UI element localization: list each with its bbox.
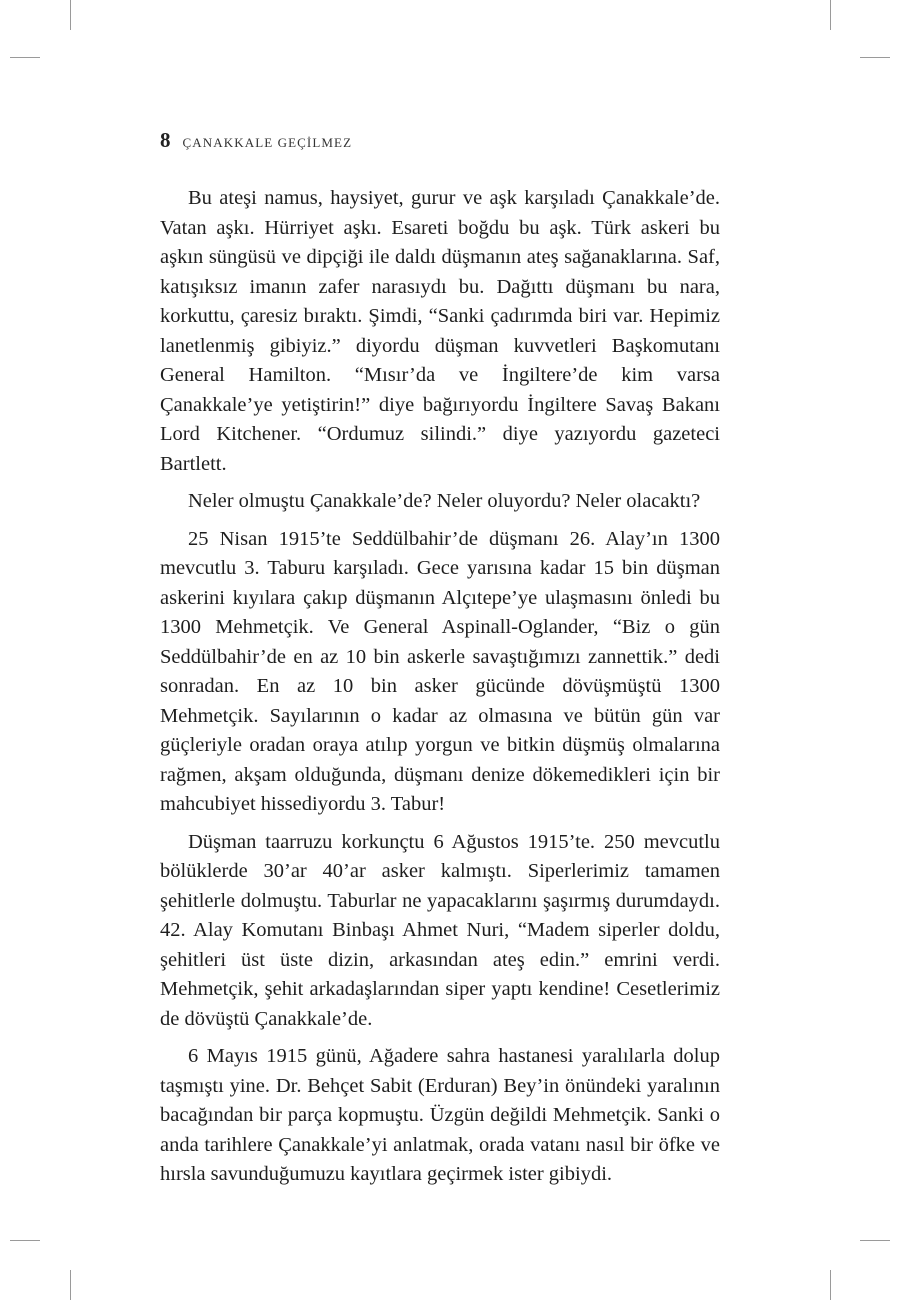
paragraph: Düşman taarruzu korkunçtu 6 Ağustos 1915’te. 250 mevcutlu bölüklerde 30’ar 40’ar asker kalmıştı. Siperlerimiz tamamen şehitlerle dolmuştu. Taburlar ne yapacaklarını şaşırmış durumdaydı. 42. Alay Komutanı Binbaşı Ahmet Nuri, “Madem siperler doldu, şehitleri üst üste dizin, arkasından ateş edin.” emrini verdi. Mehmetçik, şehit arkadaşlarından siper yaptı kendine! Cesetlerimiz de dövüştü Çanakkale’de. — [160, 830, 720, 1030]
paragraph: 6 Mayıs 1915 günü, Ağadere sahra hastanesi yaralılarla dolup taşmıştı yine. Dr. Behçet Sabit (Erduran) Bey’in önündeki yaralının bacağından bir parça kopmuştu. Üzgün değildi Mehmetçik. Sanki o anda tarihlere Çanakkale’yi anlatmak, orada vatanı nasıl bir öfke ve hırsla savunduğumuzu kayıtlara geçirmek ister gibiydi. — [160, 1045, 720, 1185]
crop-mark-left-upper — [10, 57, 40, 58]
crop-mark-top-left — [70, 0, 71, 30]
crop-mark-left-lower — [10, 1240, 40, 1241]
body-text — [160, 184, 720, 1198]
running-head — [160, 128, 352, 153]
crop-mark-right-lower — [860, 1240, 890, 1241]
crop-mark-bottom-right — [830, 1270, 831, 1300]
crop-mark-bottom-left — [70, 1270, 71, 1300]
running-title: ÇANAKKALE GEÇİLMEZ — [182, 135, 353, 150]
crop-mark-top-right — [830, 0, 831, 30]
paragraph: Neler olmuştu Çanakkale’de? Neler oluyordu? Neler olacaktı? — [188, 490, 701, 512]
paragraph: Bu ateşi namus, haysiyet, gurur ve aşk karşıladı Çanakkale’de. Vatan aşkı. Hürriyet aşkı. Esareti boğdu bu aşk. Türk askeri bu aşkın süngüsü ve dipçiği ile daldı düşmanın ateş sağanaklarına. Saf, katışıksız imanın zafer narasıydı bu. Dağıttı düşmanı bu nara, korkuttu, çaresiz bıraktı. Şimdi, “Sanki çadırımda biri var. Hepimiz lanetlenmiş gibiyiz.” diyordu düşman kuvvetleri Başkomutanı General Hamilton. “Mısır’da ve İngiltere’de kim varsa Çanakkale’ye yetiştirin!” diye bağırıyordu İngiltere Savaş Bakanı Lord Kitchener. “Ordumuz silindi.” diye yazıyordu gazeteci Bartlett. — [160, 187, 720, 475]
crop-mark-right-upper — [860, 57, 890, 58]
paragraph: 25 Nisan 1915’te Seddülbahir’de düşmanı 26. Alay’ın 1300 mevcutlu 3. Taburu karşıladı. Gece yarısına kadar 15 bin düşman askerini kıyılara çakıp düşmanın Alçıtepe’ye ulaşmasını önledi bu 1300 Mehmetçik. Ve General Aspinall-Oglander, “Biz o gün Seddülbahir’de en az 10 bin askerle savaştığımızı zannettik.” dedi sonradan. En az 10 bin asker gücünde dövüşmüştü 1300 Mehmetçik. Sayılarının o kadar az olmasına ve bütün gün var güçleriyle oradan oraya atılıp yorgun ve bitkin düşmüş olmalarına rağmen, akşam olduğunda, düşmanı denize dökemedikleri için bir mahcubiyet hissediyordu 3. Tabur! — [160, 527, 720, 815]
page-number: 8 — [160, 128, 171, 152]
